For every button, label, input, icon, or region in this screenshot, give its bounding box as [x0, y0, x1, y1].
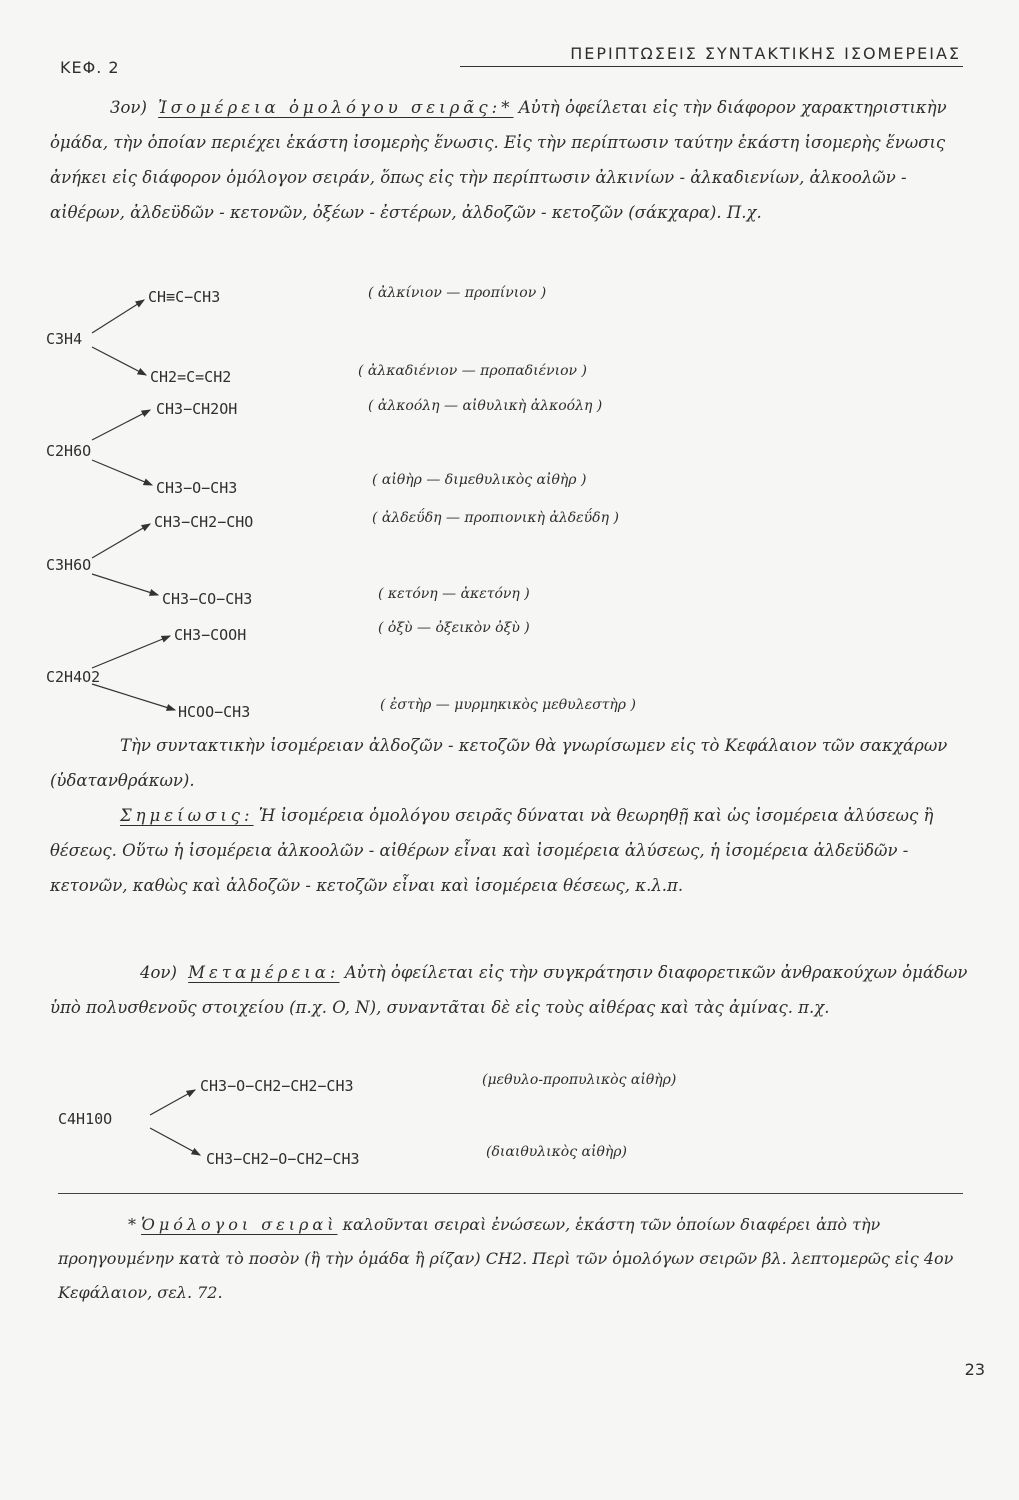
structural-formula: CH3−CH2OH [156, 400, 238, 418]
molecular-formula: C4H10O [58, 1110, 113, 1128]
arrow-c4h10o-up [150, 1090, 195, 1115]
section-3-number: 3ον) [110, 98, 147, 117]
isomer-name: ( ἀλδεΰδη — προπιονικὴ ἀλδεΰδη ) [372, 510, 619, 526]
structural-formula: CH3−CH2−CHO [154, 513, 254, 531]
structural-formula: CH3−COOH [174, 626, 247, 644]
molecular-formula: C3H6O [46, 556, 92, 574]
arrow-c3h6o-down [92, 574, 158, 595]
footnote-text: καλοῦνται σειραὶ ἐνώσεων, ἑκάστη τῶν ὁποίων διαφέρει ἀπὸ τὴν προηγουμένην κατὰ τὸ ποσὸν (ἢ τὴν ὁμάδα ἢ ρίζαν) CH2. Περὶ τῶν ὁμολόγων σειρῶν βλ. λεπτομερῶς εἰς 4ον Κεφάλαιον, σελ. 72. [58, 1215, 954, 1302]
structural-formula: CH3−CH2−O−CH2−CH3 [206, 1150, 360, 1168]
header-rule [460, 66, 963, 67]
isomer-name: ( ἀλκίνιον — προπίνιον ) [368, 285, 547, 301]
isomer-name: ( κετόνη — ἀκετόνη ) [378, 586, 530, 602]
structural-formula: CH≡C−CH3 [148, 288, 221, 306]
section-4-text: Αὐτὴ ὀφείλεται εἰς τὴν συγκράτησιν διαφορετικῶν ἀνθρακούχων ὁμάδων ὑπὸ πολυσθενοῦς στοιχείου (π.χ. O, N), συναντᾶται δὲ εἰς τοὺς αἰθέρας καὶ τὰς ἀμίνας. π.χ. [50, 963, 968, 1017]
structural-formula: CH3−O−CH3 [156, 479, 238, 497]
arrow-c3h4-down [92, 347, 146, 375]
page-number: 23 [964, 1360, 985, 1379]
isomer-name: ( ὀξὺ — ὀξεικὸν ὀξὺ ) [378, 620, 530, 636]
section-4-paragraph [50, 955, 980, 1025]
footnote-title: Ὁμόλογοι σειραὶ [141, 1215, 338, 1234]
structural-formula: HCOO−CH3 [178, 703, 251, 721]
arrow-c2h6o-down [92, 460, 152, 485]
isomer-name: (διαιθυλικὸς αἰθὴρ) [486, 1144, 627, 1160]
section-3-title: Ἰσομέρεια ὁμολόγου σειρᾶς:* [158, 98, 514, 117]
arrow-c4h10o-down [150, 1128, 200, 1155]
isomer-name: ( ἀλκοόλη — αἰθυλικὴ ἀλκοόλη ) [368, 398, 603, 414]
note-label: Σημείωσις: [120, 806, 254, 825]
isomer-name: ( ἀλκαδιένιον — προπαδιένιον ) [358, 363, 587, 379]
isomer-name: ( ἐστὴρ — μυρμηκικὸς μεθυλεστὴρ ) [380, 697, 636, 713]
footnote-rule [58, 1193, 963, 1194]
running-header: ΠΕΡΙΠΤΩΣΕΙΣ ΣΥΝΤΑΚΤΙΚΗΣ ΙΣΟΜΕΡΕΙΑΣ [570, 44, 961, 63]
structural-formula: CH2=C=CH2 [150, 368, 232, 386]
footnote [58, 1208, 978, 1310]
molecular-formula: C2H6O [46, 442, 92, 460]
arrow-c2h4o2-down [92, 684, 175, 710]
note-paragraph [50, 798, 980, 903]
molecular-formula: C2H4O2 [46, 668, 101, 686]
isomer-name: (μεθυλο-προπυλικὸς αἰθὴρ) [482, 1072, 677, 1088]
section-4-number: 4ον) [140, 963, 177, 982]
note-text: Ἡ ἰσομέρεια ὁμολόγου σειρᾶς δύναται νὰ θεωρηθῇ καὶ ὡς ἰσομέρεια ἀλύσεως ἢ θέσεως. Οὕτω ἡ ἰσομέρεια ἀλκοολῶν - αἰθέρων εἶναι καὶ ἰσομέρεια ἀλύσεως, ἡ ἰσομέρεια ἀλδεϋδῶν - κετονῶν, καθὼς καὶ ἀλδοζῶν - κετοζῶν εἶναι καὶ ἰσομέρεια θέσεως, κ.λ.π. [50, 806, 934, 895]
structural-formula: CH3−CO−CH3 [162, 590, 253, 608]
chapter-label: ΚΕΦ. 2 [60, 58, 120, 77]
arrow-c3h6o-up [92, 524, 150, 558]
isomer-name: ( αἰθὴρ — διμεθυλικὸς αἰθὴρ ) [372, 472, 587, 488]
molecular-formula: C3H4 [46, 330, 83, 348]
arrow-c3h4-up [92, 300, 144, 333]
structural-formula: CH3−O−CH2−CH2−CH3 [200, 1077, 354, 1095]
arrow-c2h6o-up [92, 410, 150, 440]
section-3-paragraph [50, 90, 980, 230]
sugar-paragraph: Τὴν συντακτικὴν ἰσομέρειαν ἀλδοζῶν - κετοζῶν θὰ γνωρίσωμεν εἰς τὸ Κεφάλαιον τῶν σακχάρων (ὑδατανθράκων). [50, 736, 948, 790]
section-3-text: Αὐτὴ ὀφείλεται εἰς τὴν διάφορον χαρακτηριστικὴν ὁμάδα, τὴν ὁποίαν περιέχει ἑκάστη ἰσομερὴς ἕνωσις. Εἰς τὴν περίπτωσιν ταύτην ἑκάστη ἰσομερὴς ἕνωσις ἀνήκει εἰς διάφορον ὁμόλογον σειράν, ὅπως εἰς τὴν περίπτωσιν ἀλκινίων - ἀλκαδιενίων, ἀλκοολῶν - αἰθέρων, ἀλδεϋδῶν - κετονῶν, ὀξέων - ἐστέρων, ἀλδοζῶν - κετοζῶν (σάκχαρα). Π.χ. [50, 98, 947, 222]
section-4-title: Μεταμέρεια: [188, 963, 340, 982]
arrow-c2h4o2-up [92, 636, 170, 668]
footnote-mark: * [128, 1215, 136, 1234]
